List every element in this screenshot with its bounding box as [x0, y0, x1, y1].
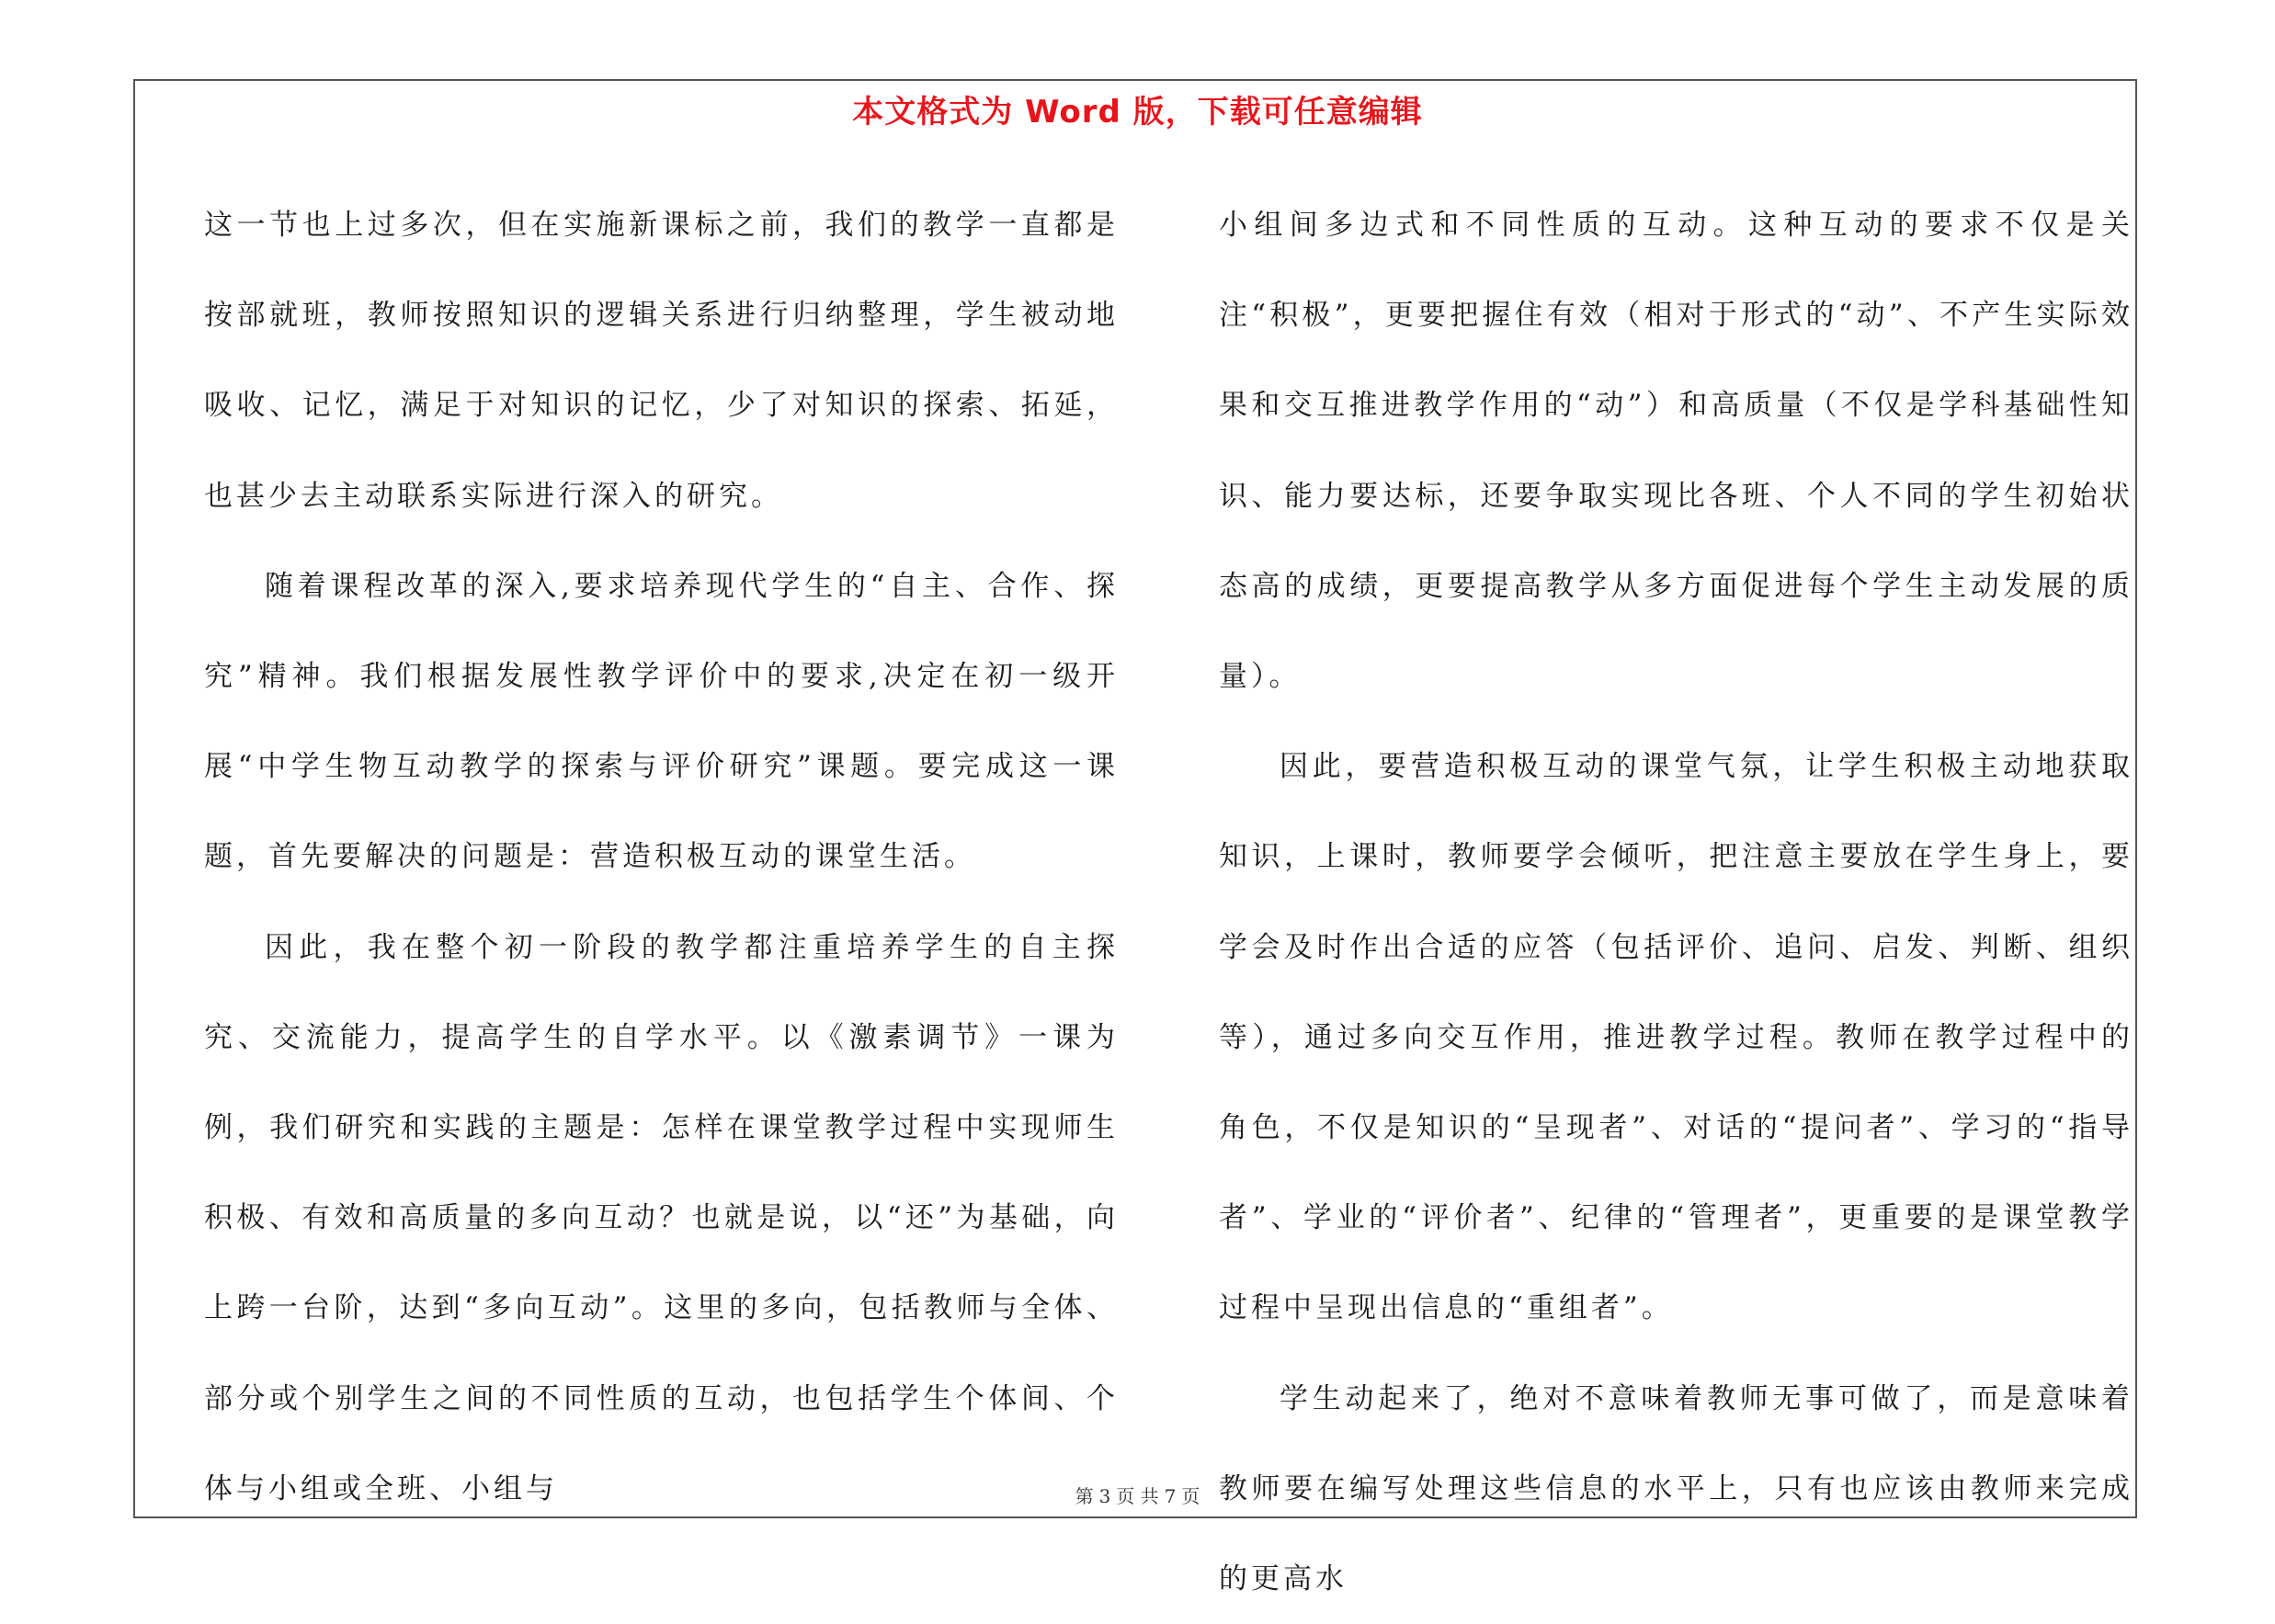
- footer-suffix: 页: [1181, 1485, 1200, 1507]
- total-pages-number: 7: [1164, 1485, 1177, 1507]
- footer-middle: 页 共: [1116, 1485, 1159, 1507]
- right-text-column: [1219, 180, 2133, 1624]
- paragraph: 因此，我在整个初一阶段的教学都注重培养学生的自主探究、交流能力，提高学生的自学水平。以《激素调节》一课为例，我们研究和实践的主题是：怎样在课堂教学过程中实现师生积极、有效和高质量的多向互动？也就是说，以“还”为基础，向上跨一台阶，达到“多向互动”。这里的多向，包括教师与全体、部分或个别学生之间的不同性质的互动，也包括学生个体间、个体与小组或全班、小组与: [204, 930, 1119, 1505]
- page-number-footer: [0, 1482, 2275, 1508]
- footer-prefix: 第: [1075, 1485, 1094, 1507]
- paragraph: 这一节也上过多次，但在实施新课标之前，我们的教学一直都是按部就班，教师按照知识的逻辑关系进行归纳整理，学生被动地吸收、记忆，满足于对知识的记忆，少了对知识的探索、拓延，也甚少去主动联系实际进行深入的研究。: [204, 209, 1119, 513]
- paragraph: 小组间多边式和不同性质的互动。这种互动的要求不仅是关注“积极”，更要把握住有效（相对于形式的“动”、不产生实际效果和交互推进教学作用的“动”）和高质量（不仅是学科基础性知识、能力要达标，还要争取实现比各班、个人不同的学生初始状态高的成绩，更要提高教学从多方面促进每个学生主动发展的质量）。: [1219, 209, 2133, 694]
- word-format-banner: 本文格式为 Word 版，下载可任意编辑: [852, 94, 1423, 131]
- paragraph: 学生动起来了，绝对不意味着教师无事可做了，而是意味着教师要在编写处理这些信息的水平上，只有也应该由教师来完成的更高水: [1219, 1381, 2133, 1596]
- current-page-number: 3: [1098, 1485, 1111, 1507]
- paragraph: 因此，要营造积极互动的课堂气氛，让学生积极主动地获取知识，上课时，教师要学会倾听，把注意主要放在学生身上，要学会及时作出合适的应答（包括评价、追问、启发、判断、组织等），通过多向交互作用，推进教学过程。教师在教学过程中的角色，不仅是知识的“呈现者”、对话的“提问者”、学习的“指导者”、学业的“评价者”、纪律的“管理者”，更重要的是课堂教学过程中呈现出信息的“重组者”。: [1219, 750, 2133, 1325]
- left-text-column: [204, 180, 1119, 1534]
- paragraph: 随着课程改革的深入,要求培养现代学生的“自主、合作、探究”精神。我们根据发展性教学评价中的要求,决定在初一级开展“中学生物互动教学的探索与评价研究”课题。要完成这一课题，首先要解决的问题是：营造积极互动的课堂生活。: [204, 569, 1119, 874]
